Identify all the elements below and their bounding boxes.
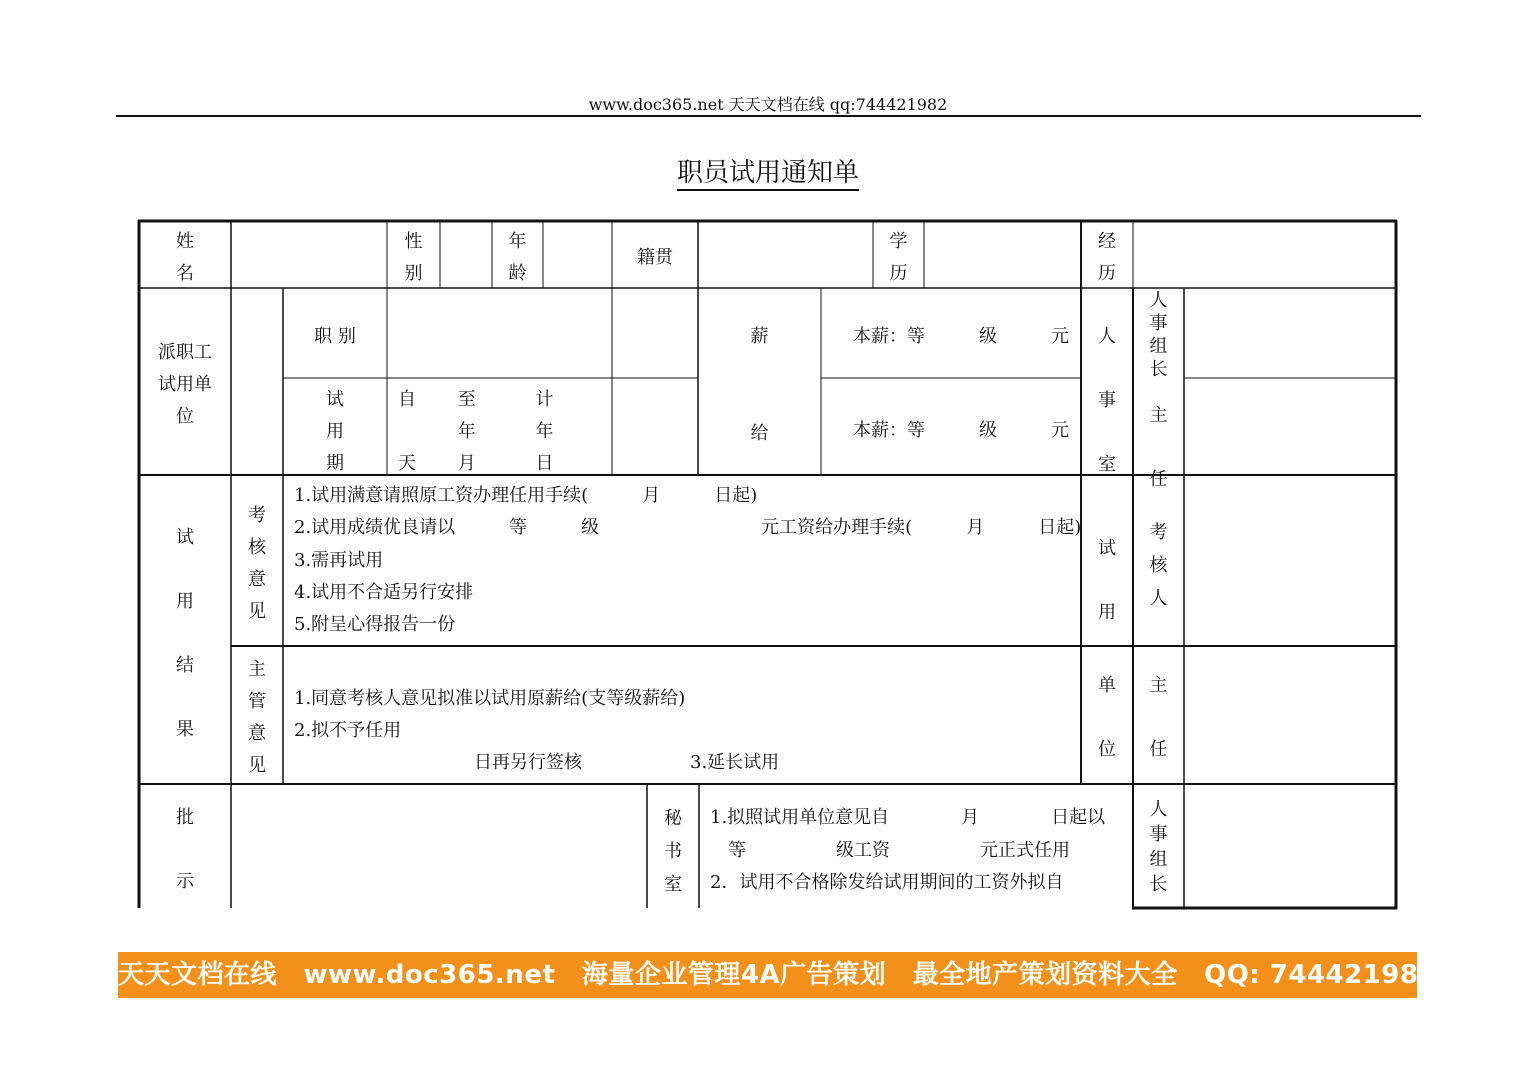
period-line-1: 自 至 计: [398, 389, 554, 410]
review-item-3: 3.需再试用: [294, 550, 384, 571]
reviewer-label: 考 核 人: [1149, 522, 1168, 609]
salary-line-2: 本薪：等 级 元: [853, 420, 1069, 441]
approval-item-1: 1.拟照试用单位意见自 月 日起以: [710, 807, 1106, 828]
origin-label: 籍贯: [637, 247, 673, 268]
trial-label-side: 试 用: [1098, 538, 1116, 623]
experience-label: 经 历: [1098, 231, 1116, 284]
hr-leader-label-2: 人 事 组 长: [1149, 799, 1168, 895]
supervisor-item-3: 日再另行签核 3.延长试用: [294, 752, 780, 773]
gender-label: 性 别: [404, 231, 423, 284]
education-label: 学 历: [889, 231, 908, 284]
review-item-1: 1.试用满意请照原工资办理任用手续( 月 日起): [294, 485, 758, 506]
salary-line-1: 本薪：等 级 元: [853, 326, 1069, 347]
director-label-2: 主 任: [1149, 675, 1168, 760]
period-line-2: 年 年: [398, 421, 554, 442]
director-label-1: 主 任: [1149, 405, 1168, 490]
position-label: 职 别: [314, 326, 356, 347]
age-label: 年 龄: [508, 231, 527, 284]
review-item-5: 5.附呈心得报告一份: [294, 614, 456, 635]
header-site-text: www.doc365.net 天天文档在线 qq:744421982: [588, 95, 948, 114]
salary-label-bottom: 给: [750, 423, 769, 444]
approval-label: 批 示: [176, 807, 194, 892]
period-line-3: 天 月 日: [398, 453, 554, 474]
trial-result-label: 试 用 结 果: [176, 527, 194, 740]
trial-unit-label: 派职工 试用单 位: [158, 342, 212, 427]
name-label: 姓 名: [176, 231, 194, 284]
approval-item-3: 2．试用不合格除发给试用期间的工资外拟自: [710, 872, 1064, 893]
approval-item-2: 等 级工资 元正式任用: [710, 840, 1070, 861]
salary-label-top: 薪: [750, 326, 769, 347]
footer-banner: 天天文档在线 www.doc365.net 海量企业管理4A广告策划 最全地产策划资料大全 QQ: 744421982: [118, 952, 1417, 998]
review-item-4: 4.试用不合适另行安排: [294, 582, 474, 603]
hr-office-label: 人 事 室: [1098, 326, 1116, 475]
supervisor-item-2: 2.拟不予任用: [294, 720, 402, 741]
supervisor-item-1: 1.同意考核人意见拟准以试用原薪给(支等级薪给): [294, 688, 686, 709]
unit-label-side: 单 位: [1098, 675, 1116, 760]
review-item-2: 2.试用成绩优良请以 等 级 元工资给办理手续( 月 日起): [294, 517, 1082, 538]
supervisor-opinion-label: 主 管 意 见: [248, 659, 266, 776]
hr-leader-label: 人 事 组 长: [1149, 290, 1168, 380]
review-opinion-label: 考 核 意 见: [248, 505, 266, 622]
trial-period-label: 试 用 期: [326, 389, 344, 474]
page-title: 职员试用通知单: [0, 152, 1536, 189]
secretariat-label: 秘 书 室: [664, 808, 682, 895]
